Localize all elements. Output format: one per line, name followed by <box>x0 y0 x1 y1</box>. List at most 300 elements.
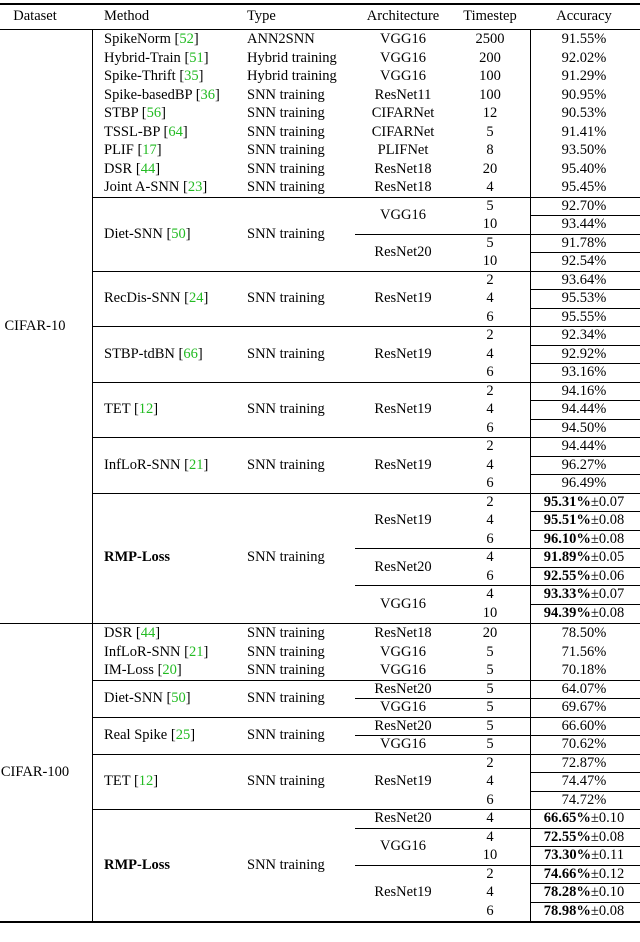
citation-link[interactable]: 35 <box>184 68 199 85</box>
architecture-cell <box>374 345 431 363</box>
architecture-text: ResNet19 <box>374 290 432 307</box>
method-name: Real Spike <box>104 727 168 743</box>
method-cell <box>104 289 208 307</box>
method-cell <box>104 661 182 679</box>
method-name: RecDis-SNN <box>104 290 181 307</box>
group-rule <box>92 680 640 681</box>
accuracy-std: ±0.08 <box>590 512 625 529</box>
accuracy-cell <box>544 809 624 827</box>
accuracy-cell <box>562 123 607 141</box>
accuracy-cell <box>562 30 607 48</box>
cite-bracket: [ <box>130 773 139 790</box>
dataset-label: CIFAR-10 <box>4 318 66 334</box>
accuracy-cell <box>562 178 607 196</box>
timestep-text: 4 <box>486 549 494 566</box>
accuracy-value: 96.10% <box>543 530 591 547</box>
type-text: SNN training <box>247 690 325 706</box>
architecture-cell <box>380 49 426 67</box>
accuracy-cell <box>562 104 607 122</box>
accuracy-value: 95.55% <box>561 308 607 325</box>
timestep-cell <box>486 456 493 474</box>
architecture-cell <box>374 558 431 576</box>
type-cell <box>247 772 325 790</box>
accuracy-value: 93.16% <box>561 364 607 381</box>
timestep-text: 6 <box>486 475 494 492</box>
cite-bracket: ] <box>153 401 159 418</box>
accuracy-cell <box>562 717 607 735</box>
accuracy-cell <box>562 437 607 455</box>
architecture-text: ResNet18 <box>374 625 432 642</box>
timestep-cell <box>486 289 493 307</box>
architecture-text: ResNet20 <box>374 558 432 575</box>
timestep-text: 4 <box>486 828 494 845</box>
method-name: InfLoR-SNN <box>104 643 181 660</box>
accuracy-value: 66.65% <box>543 810 591 827</box>
header-label: Method <box>104 8 150 24</box>
accuracy-cell <box>562 400 607 418</box>
type-text: Hybrid training <box>247 49 337 66</box>
architecture-text: ResNet18 <box>374 179 432 196</box>
cite-bracket: [ <box>159 123 169 140</box>
architecture-text: ResNet20 <box>374 244 432 260</box>
type-text: SNN training <box>247 86 325 103</box>
citation-link[interactable]: 17 <box>142 142 157 159</box>
timestep-text: 4 <box>486 773 494 790</box>
accuracy-cell <box>562 308 607 326</box>
accuracy-std: ±0.10 <box>590 884 625 901</box>
architecture-text: ResNet19 <box>374 884 432 901</box>
method-name: Diet-SNN <box>104 225 163 242</box>
timestep-text: 4 <box>486 456 494 473</box>
architecture-text: PLIFNet <box>377 142 429 159</box>
architecture-text: VGG16 <box>380 662 426 679</box>
accuracy-value: 92.70% <box>561 197 607 214</box>
citation-link[interactable]: 64 <box>168 123 183 140</box>
type-text: SNN training <box>247 625 325 642</box>
architecture-cell <box>374 772 431 790</box>
type-text: SNN training <box>247 123 325 140</box>
timestep-cell <box>486 326 493 344</box>
method-name: STBP <box>104 105 139 122</box>
architecture-text: ResNet11 <box>374 86 432 103</box>
architecture-text: VGG16 <box>380 49 426 66</box>
type-cell <box>247 661 325 679</box>
accuracy-value: 94.44% <box>561 401 607 418</box>
architecture-cell <box>374 883 431 901</box>
type-cell <box>247 178 325 196</box>
accuracy-cell <box>544 548 624 566</box>
timestep-cell <box>486 828 493 846</box>
header-label: Type <box>247 8 276 24</box>
architecture-cell <box>374 243 431 261</box>
architecture-cell <box>380 698 426 716</box>
accuracy-cell <box>562 624 607 642</box>
method-cell <box>104 689 191 707</box>
accuracy-cell <box>544 828 624 846</box>
accuracy-cell <box>562 474 607 492</box>
type-text: SNN training <box>247 105 325 122</box>
type-text: SNN training <box>247 345 325 362</box>
timestep-text: 2 <box>486 493 494 510</box>
architecture-text: VGG16 <box>380 31 426 48</box>
timestep-cell <box>486 382 493 400</box>
type-cell <box>247 548 325 566</box>
method-name: RMP-Loss <box>104 549 171 566</box>
cite-bracket: [ <box>180 49 190 66</box>
method-name: PLIF <box>104 142 134 159</box>
citation-link[interactable]: 50 <box>171 225 186 242</box>
timestep-accuracy-rule <box>530 30 531 921</box>
accuracy-value: 96.27% <box>561 456 607 473</box>
method-cell <box>104 178 207 196</box>
cite-bracket: [ <box>162 690 172 706</box>
accuracy-cell <box>562 661 607 679</box>
architecture-cell <box>374 400 431 418</box>
accuracy-cell <box>562 680 607 698</box>
citation-link[interactable]: 44 <box>140 160 156 177</box>
timestep-cell <box>483 846 498 864</box>
architecture-cell <box>380 67 426 85</box>
method-name: STBP-tdBN <box>104 345 175 362</box>
accuracy-cell <box>562 419 607 437</box>
architecture-cell <box>380 595 426 613</box>
accuracy-value: 74.72% <box>561 791 607 808</box>
accuracy-cell <box>562 643 607 661</box>
accuracy-value: 91.55% <box>561 31 607 48</box>
type-text: Hybrid training <box>247 68 337 85</box>
method-cell <box>104 772 158 790</box>
group-rule <box>92 382 640 383</box>
accuracy-std: ±0.08 <box>590 902 625 919</box>
accuracy-value: 91.29% <box>561 68 607 85</box>
accuracy-cell <box>544 902 624 920</box>
architecture-cell <box>380 661 426 679</box>
cite-bracket: ] <box>185 690 191 706</box>
accuracy-std: ±0.06 <box>590 567 625 584</box>
method-cell <box>104 345 203 363</box>
type-cell <box>247 104 325 122</box>
accuracy-cell <box>562 735 607 753</box>
timestep-cell <box>486 717 493 735</box>
cite-bracket: ] <box>190 727 196 743</box>
method-name: SpikeNorm <box>104 31 171 48</box>
timestep-cell <box>483 215 498 233</box>
timestep-text: 4 <box>486 512 494 529</box>
timestep-text: 2 <box>486 271 494 288</box>
timestep-text: 10 <box>482 604 498 621</box>
accuracy-value: 95.45% <box>561 179 607 196</box>
top-rule <box>0 3 640 5</box>
accuracy-cell <box>562 363 607 381</box>
accuracy-value: 93.64% <box>561 271 607 288</box>
method-cell <box>104 400 158 418</box>
architecture-text: CIFARNet <box>371 123 435 140</box>
method-name: TSSL-BP <box>104 123 160 140</box>
group-rule <box>92 717 640 718</box>
type-cell <box>247 86 325 104</box>
cite-bracket: [ <box>170 31 180 48</box>
type-cell <box>247 643 325 661</box>
method-name: DSR <box>104 160 133 177</box>
timestep-text: 4 <box>486 179 494 196</box>
method-name: DSR <box>104 625 133 642</box>
timestep-text: 2 <box>486 754 494 771</box>
citation-link[interactable]: 36 <box>200 86 216 103</box>
type-text: SNN training <box>247 773 325 790</box>
accuracy-cell <box>562 345 607 363</box>
accuracy-value: 92.55% <box>543 567 591 584</box>
architecture-text: VGG16 <box>380 595 426 612</box>
type-cell <box>247 345 325 363</box>
type-cell <box>247 225 325 243</box>
method-cell <box>104 548 170 566</box>
accuracy-cell <box>562 382 607 400</box>
citation-link[interactable]: 66 <box>183 345 198 362</box>
timestep-cell <box>486 493 493 511</box>
accuracy-cell <box>562 67 607 85</box>
accuracy-value: 64.07% <box>561 680 607 697</box>
accuracy-std: ±0.07 <box>590 586 625 603</box>
cite-bracket: [ <box>175 68 185 85</box>
timestep-text: 5 <box>486 680 494 697</box>
timestep-text: 5 <box>486 736 494 753</box>
method-cell <box>104 856 170 874</box>
timestep-text: 6 <box>486 530 494 547</box>
citation-link[interactable]: 12 <box>138 773 154 790</box>
timestep-text: 4 <box>486 884 494 901</box>
citation-link[interactable]: 51 <box>189 49 204 66</box>
header-accuracy <box>556 7 612 25</box>
timestep-cell <box>486 902 493 920</box>
accuracy-value: 95.51% <box>543 512 591 529</box>
cite-bracket: [ <box>192 86 201 103</box>
citation-link[interactable]: 56 <box>146 105 162 122</box>
architecture-cell <box>375 86 432 104</box>
accuracy-value: 92.34% <box>561 327 607 344</box>
timestep-cell <box>483 104 498 122</box>
timestep-text: 4 <box>486 810 494 827</box>
timestep-text: 20 <box>482 160 498 177</box>
method-name: InfLoR-SNN <box>104 456 181 473</box>
type-cell <box>247 289 325 307</box>
accuracy-std: ±0.07 <box>590 493 625 510</box>
architecture-cell <box>374 717 431 735</box>
accuracy-cell <box>562 326 607 344</box>
method-name: Spike-Thrift <box>104 68 176 85</box>
method-cell <box>104 49 209 67</box>
cite-bracket: ] <box>161 105 166 122</box>
type-cell <box>247 123 325 141</box>
group-rule <box>92 197 640 198</box>
cite-bracket: [ <box>174 345 184 362</box>
architecture-text: VGG16 <box>380 736 426 753</box>
accuracy-std: ±0.12 <box>590 865 625 882</box>
accuracy-value: 72.87% <box>561 754 607 771</box>
method-name: Spike-basedBP <box>104 86 193 103</box>
cite-bracket: [ <box>167 727 176 743</box>
timestep-text: 5 <box>486 699 494 716</box>
accuracy-value: 94.50% <box>561 419 607 436</box>
method-cell <box>104 624 160 642</box>
timestep-text: 6 <box>486 902 494 919</box>
method-name: Diet-SNN <box>104 690 163 706</box>
timestep-cell <box>486 400 493 418</box>
accuracy-value: 95.31% <box>543 493 591 510</box>
timestep-cell <box>486 698 493 716</box>
timestep-cell <box>486 123 493 141</box>
method-cell <box>104 643 208 661</box>
architecture-text: ResNet19 <box>374 345 432 362</box>
type-text: SNN training <box>247 290 325 307</box>
timestep-cell <box>486 308 493 326</box>
timestep-text: 5 <box>486 197 494 214</box>
type-text: ANN2SNN <box>247 31 315 48</box>
timestep-cell <box>486 271 493 289</box>
accuracy-cell <box>562 698 607 716</box>
timestep-cell <box>483 160 498 178</box>
accuracy-value: 78.28% <box>543 884 591 901</box>
cite-bracket: ] <box>202 179 208 196</box>
header-timestep <box>463 7 516 25</box>
timestep-text: 10 <box>482 847 498 864</box>
method-name: TET <box>104 401 131 418</box>
timestep-cell <box>486 363 493 381</box>
cite-bracket: [ <box>133 142 143 159</box>
timestep-cell <box>486 865 493 883</box>
architecture-cell <box>374 289 431 307</box>
method-cell <box>104 160 160 178</box>
accuracy-value: 69.67% <box>561 699 607 716</box>
architecture-text: VGG16 <box>380 68 426 85</box>
accuracy-cell <box>544 493 624 511</box>
accuracy-std: ±0.11 <box>591 847 624 864</box>
architecture-cell <box>380 206 426 224</box>
accuracy-cell <box>562 49 607 67</box>
type-cell <box>247 67 337 85</box>
citation-link[interactable]: 25 <box>175 727 191 743</box>
timestep-cell <box>486 567 493 585</box>
accuracy-cell <box>562 791 607 809</box>
accuracy-cell <box>562 215 607 233</box>
timestep-text: 6 <box>486 364 494 381</box>
citation-link[interactable]: 23 <box>187 179 203 196</box>
architecture-text: ResNet19 <box>374 773 432 790</box>
cite-bracket: ] <box>197 345 203 362</box>
citation-link[interactable]: 44 <box>140 625 156 642</box>
type-text: SNN training <box>247 727 325 743</box>
architecture-cell <box>374 809 431 827</box>
accuracy-cell <box>544 865 624 883</box>
timestep-cell <box>486 511 493 529</box>
citation-link[interactable]: 20 <box>162 662 177 679</box>
type-text: SNN training <box>247 179 325 196</box>
type-cell <box>247 726 325 744</box>
cite-bracket: ] <box>176 662 182 679</box>
architecture-cell <box>380 837 426 855</box>
timestep-text: 100 <box>479 86 501 103</box>
method-name: TET <box>104 773 131 790</box>
citation-link[interactable]: 24 <box>189 290 204 307</box>
architecture-text: ResNet19 <box>374 456 432 473</box>
cite-bracket: [ <box>180 456 189 473</box>
timestep-cell <box>486 883 493 901</box>
citation-link[interactable]: 21 <box>189 456 204 473</box>
accuracy-value: 93.33% <box>543 586 591 603</box>
accuracy-cell <box>562 456 607 474</box>
architecture-cell <box>374 178 431 196</box>
architecture-text: ResNet20 <box>374 680 432 697</box>
dataset-cifar100 <box>1 763 69 781</box>
method-cell <box>104 104 166 122</box>
accuracy-value: 91.89% <box>543 549 591 566</box>
cite-bracket: ] <box>203 456 209 473</box>
architecture-cell <box>374 160 431 178</box>
timestep-cell <box>486 141 493 159</box>
timestep-cell <box>486 437 493 455</box>
type-cell <box>247 49 337 67</box>
architecture-cell <box>374 511 431 529</box>
timestep-cell <box>486 530 493 548</box>
type-text: SNN training <box>247 401 325 418</box>
timestep-text: 4 <box>486 290 494 307</box>
accuracy-value: 93.50% <box>561 142 607 159</box>
type-text: SNN training <box>247 160 325 177</box>
cite-bracket: ] <box>155 625 161 642</box>
accuracy-cell <box>544 530 624 548</box>
type-text: SNN training <box>247 549 325 566</box>
cite-bracket: ] <box>182 123 188 140</box>
accuracy-cell <box>544 604 624 622</box>
cite-bracket: ] <box>153 773 159 790</box>
cite-bracket: [ <box>130 401 139 418</box>
type-cell <box>247 30 315 48</box>
method-cell <box>104 67 204 85</box>
citation-link[interactable]: 52 <box>179 31 194 48</box>
accuracy-std: ±0.10 <box>590 810 625 827</box>
accuracy-cell <box>562 160 607 178</box>
architecture-cell <box>374 624 431 642</box>
cite-bracket: ] <box>193 31 199 48</box>
type-cell <box>247 456 325 474</box>
timestep-text: 2 <box>486 327 494 344</box>
timestep-text: 6 <box>486 419 494 436</box>
citation-link[interactable]: 50 <box>171 690 186 706</box>
timestep-cell <box>486 345 493 363</box>
cite-bracket: [ <box>162 225 172 242</box>
timestep-text: 5 <box>486 643 494 660</box>
cite-bracket: [ <box>132 625 141 642</box>
accuracy-cell <box>562 271 607 289</box>
citation-link[interactable]: 12 <box>138 401 154 418</box>
architecture-text: VGG16 <box>380 207 426 223</box>
citation-link[interactable]: 21 <box>189 643 204 660</box>
timestep-text: 8 <box>486 142 494 159</box>
type-text: SNN training <box>247 225 325 242</box>
timestep-cell <box>486 735 493 753</box>
timestep-text: 6 <box>486 308 494 325</box>
cite-bracket: ] <box>203 643 209 660</box>
type-text: SNN training <box>247 142 325 159</box>
method-cell <box>104 86 220 104</box>
accuracy-value: 90.53% <box>561 105 607 122</box>
accuracy-cell <box>544 567 624 585</box>
method-cell <box>104 456 208 474</box>
cite-bracket: [ <box>180 643 189 660</box>
timestep-cell <box>486 772 493 790</box>
architecture-cell <box>374 680 431 698</box>
accuracy-value: 91.41% <box>561 123 607 140</box>
architecture-cell <box>374 456 431 474</box>
